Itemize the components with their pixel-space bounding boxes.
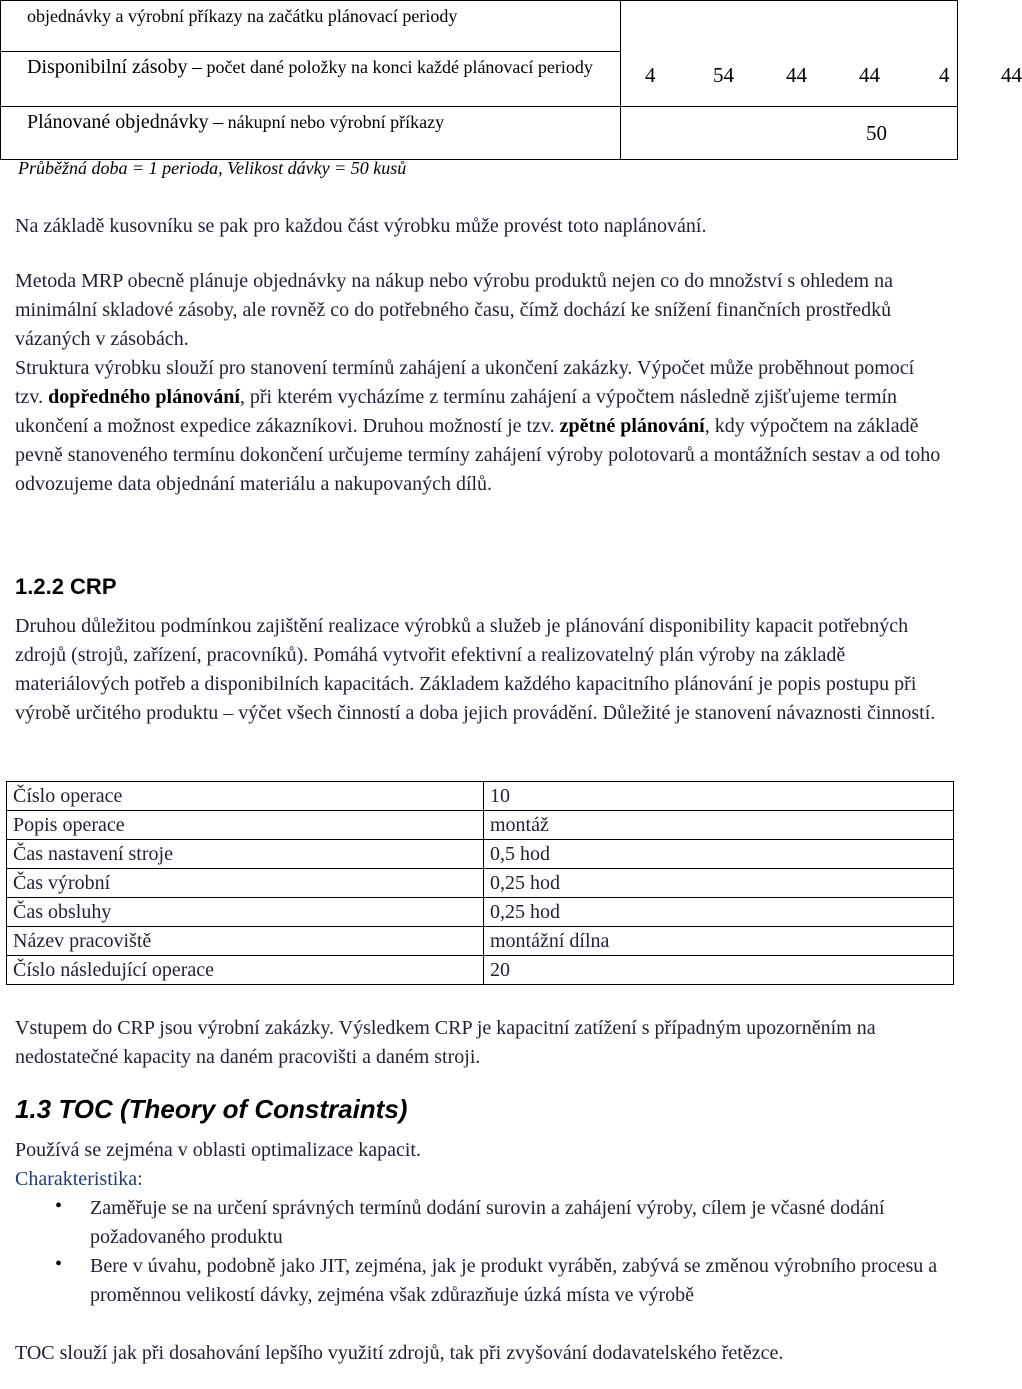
paragraph-crp-input: Vstupem do CRP jsou výrobní zakázky. Výsledkem CRP je kapacitní zatížení s případným upozorněním na nedostatečné kapacity na daném pracovišti a daném stroji.	[15, 1017, 876, 1068]
mrp-stock-desc: počet dané položky na konci každé plánovací periody	[206, 57, 593, 77]
bullet-icon: •	[55, 1195, 63, 1217]
mrp-planned-value: 50	[866, 121, 887, 145]
table-row	[7, 811, 954, 840]
mrp-table	[0, 0, 1022, 160]
operation-value: 10	[484, 782, 954, 811]
operation-table	[6, 781, 954, 985]
operation-value: montáž	[484, 811, 954, 840]
mrp-stock-value: 4	[645, 63, 656, 87]
operation-value: montážní dílna	[484, 927, 954, 956]
mrp-stock-values	[621, 63, 1022, 93]
table-row	[7, 840, 954, 869]
operation-label: Čas výrobní	[7, 869, 484, 898]
backward-planning-term: zpětné plánování	[559, 415, 705, 437]
characteristics-label: Charakteristika:	[15, 1168, 143, 1190]
paragraph-mrp-method: Metoda MRP obecně plánuje objednávky na nákup nebo výrobu produktů nejen co do množství s ohledem na minimální skladové zásoby, ale rovněž co do potřebného času, čímž dochází ke snížení finančních prostředků vázaných v zásobách.	[15, 270, 893, 350]
bullet-icon: •	[55, 1253, 63, 1275]
mrp-planned-value-cell	[621, 107, 958, 160]
operation-value: 0,5 hod	[484, 840, 954, 869]
operation-label: Název pracoviště	[7, 927, 484, 956]
operation-value: 20	[484, 956, 954, 985]
mrp-row-orders	[1, 1, 958, 52]
mrp-orders-text: objednávky a výrobní příkazy na začátku plánovací periody	[27, 6, 458, 26]
mrp-parameters-note: Průběžná doba = 1 perioda, Velikost dávky = 50 kusů	[18, 158, 407, 178]
paragraph-capacity-planning: Druhou důležitou podmínkou zajištění realizace výrobků a služeb je plánování disponibility kapacit potřebných zdrojů (strojů, zařízení, pracovníků). Pomáhá vytvořit efektivní a realizovatelný plán výroby na základě materiálových potřeb a disponibilních kapacitách. Základem každého kapacitního plánování je popis postupu při výrobě určitého produktu – výčet všech činností a doba jejich provádění. Důležité je stanovení návaznosti činností.	[15, 615, 936, 724]
mrp-planned-dash: –	[213, 111, 224, 133]
heading-toc: 1.3 TOC (Theory of Constraints)	[15, 1094, 408, 1124]
table-row	[7, 956, 954, 985]
mrp-stock-value: 44	[786, 63, 807, 87]
mrp-stock-title: Disponibilní zásoby	[27, 56, 188, 78]
table-row	[7, 927, 954, 956]
table-row	[7, 782, 954, 811]
operation-value: 0,25 hod	[484, 898, 954, 927]
heading-crp: 1.2.2 CRP	[15, 574, 117, 599]
mrp-planned-desc: nákupní nebo výrobní příkazy	[227, 112, 445, 132]
mrp-stock-value: 54	[713, 63, 734, 87]
planning-text-c: , při kterém vycházíme z termínu zahájení a výpočtem následně zjišťujeme termín ukončení a možnost expedice zákazníkovi. Druhou možností je tzv.	[15, 386, 898, 437]
planning-text-e: , kdy výpočtem na základě pevně stanoveného termínu dokončení určujeme termíny zahájení výroby polotovarů a montážních sestav a od toho odvozujeme data objednání materiálu a nakupovaných dílů.	[15, 415, 941, 495]
operation-label: Čas obsluhy	[7, 898, 484, 927]
paragraph-toc-usage: Používá se zejména v oblasti optimalizace kapacit.	[15, 1139, 421, 1161]
mrp-stock-value: 44	[859, 63, 880, 87]
list-item: Bere v úvahu, podobně jako JIT, zejména, jak je produkt vyráběn, zabývá se změnou výrobního procesu a proměnnou velikostí dávky, zejména však zdůrazňuje úzká místa ve výrobě	[90, 1255, 938, 1306]
paragraph-toc-purpose: TOC slouží jak při dosahování lepšího využití zdrojů, tak při zvyšování dodavatelského řetězce.	[15, 1342, 784, 1364]
planning-text-a: Struktura výrobku slouží pro stanovení termínů zahájení a ukončení zakázky. Výpočet může proběhnout pomocí tzv.	[15, 357, 915, 408]
mrp-row-planned	[1, 107, 958, 160]
operation-label: Číslo operace	[7, 782, 484, 811]
list-item: Zaměřuje se na určení správných termínů dodání surovin a zahájení výroby, cílem je včasné dodání požadovaného produktu	[90, 1197, 885, 1248]
mrp-planned-cell	[1, 107, 621, 160]
paragraph-bom-planning: Na základě kusovníku se pak pro každou část výrobku může provést toto naplánování.	[15, 215, 707, 237]
mrp-stock-value: 44	[1001, 63, 1022, 87]
mrp-stock-cell	[1, 52, 621, 107]
mrp-orders-cell	[1, 1, 621, 52]
paragraph-planning-types	[15, 354, 945, 499]
mrp-stock-dash: –	[192, 56, 203, 78]
table-row	[7, 898, 954, 927]
mrp-planned-title: Plánované objednávky	[27, 111, 209, 133]
operation-value: 0,25 hod	[484, 869, 954, 898]
mrp-stock-value: 4	[939, 63, 950, 87]
table-row	[7, 869, 954, 898]
operation-label: Čas nastavení stroje	[7, 840, 484, 869]
forward-planning-term: dopředného plánování	[48, 386, 240, 408]
operation-label: Číslo následující operace	[7, 956, 484, 985]
mrp-stock-values-cell	[621, 1, 1022, 107]
operation-label: Popis operace	[7, 811, 484, 840]
